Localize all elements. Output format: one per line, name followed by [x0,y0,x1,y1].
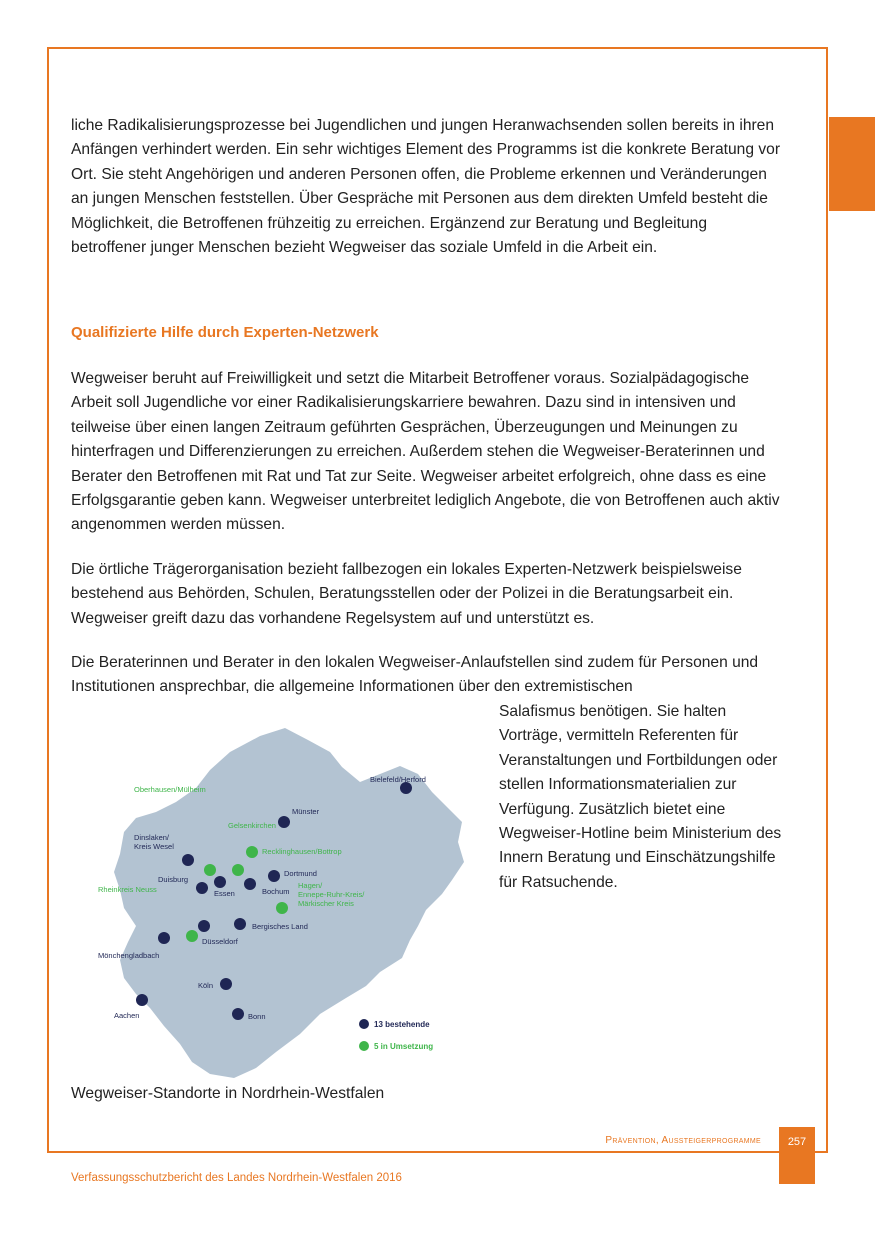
location-planned-oberhausen-mülheim-label: Oberhausen/Mülheim [134,785,206,794]
chapter-tab [829,117,875,211]
location-existing-bergisches-land-label: Bergisches Land [252,922,308,931]
legend-planned-swatch [359,1041,369,1051]
paragraph-4: Die Beraterinnen und Berater in den lokalen Wegweiser-Anlaufstellen sind zudem für Personen und Institutionen ansprechbar, die allgemeine Informationen über den extremistischen [71,654,759,696]
location-planned-oberhausen-mülheim-marker [204,864,216,876]
location-existing-dinslaken-kreis-wesel-marker [182,854,194,866]
location-planned-rheinkreis-neuss-label: Rheinkreis Neuss [98,885,157,894]
paragraph-3: Die örtliche Trägerorganisation bezieht fallbezogen ein lokales Experten-Netzwerk beispielsweise bestehend aus Behörden, Schulen, Beratungsstellen oder der Polizei in die Beratungsarbeit ein. Wegweiser greift dazu das vorhandene Regelsystem auf und unterstützt es. [71,561,742,627]
footer: Verfassungsschutzbericht des Landes Nordrhein-Westfalen 2016 [71,1172,402,1184]
running-head: Prävention, Aussteigerprogramme [605,1135,761,1146]
location-existing-essen-marker [214,876,226,888]
location-planned-recklinghausen-bottrop-label: Recklinghausen/Bottrop [262,847,342,856]
legend-existing-label: 13 bestehende [374,1020,430,1029]
location-existing-köln-label: Köln [198,981,214,990]
location-existing-bonn-label: Bonn [248,1012,266,1021]
location-existing-köln-marker [220,978,232,990]
section-heading: Qualifizierte Hilfe durch Experten-Netzwerk [71,324,379,341]
location-existing-mönchengladbach-label: Mönchengladbach [98,951,160,960]
location-planned-gelsenkirchen-label: Gelsenkirchen [228,821,276,830]
location-existing-duisburg-label: Duisburg [158,875,189,884]
nrw-map [80,722,480,1082]
map-caption: Wegweiser-Standorte in Nordrhein-Westfalen [71,1085,385,1102]
location-existing-bonn-marker [232,1008,244,1020]
location-planned-hagen-ennepe-ruhr-kreis-märkischer-kreis-marker [276,902,288,914]
location-planned-hagen-ennepe-ruhr-kreis-märkischer-kreis-label: Hagen/ Ennepe-Ruhr-Kreis/ Märkischer Kreis [298,881,365,908]
nrw-map-svg [80,722,480,1082]
location-existing-bochum-marker [244,878,256,890]
location-planned-recklinghausen-bottrop-marker [246,846,258,858]
paragraph-5: Salafismus benötigen. Sie halten Vorträge, vermitteln Referenten für Veranstaltungen und Fortbildungen oder stellen Informationsmaterialien zur Verfügung. Zusätzlich bietet eine Wegweiser-Hotline beim Ministerium des Innern Beratung und Einschätzungshilfe für Ratsuchende. [499,703,782,891]
location-existing-bielefeld-herford-label: Bielefeld/Herford [370,775,426,784]
location-existing-dinslaken-kreis-wesel-label: Dinslaken/ Kreis Wesel [134,833,174,851]
location-existing-duisburg-marker [196,882,208,894]
location-existing-düsseldorf-marker [198,920,210,932]
location-planned-rheinkreis-neuss-marker [186,930,198,942]
location-existing-mönchengladbach-marker [158,932,170,944]
location-existing-essen-label: Essen [214,889,235,898]
location-existing-münster-marker [278,816,290,828]
location-existing-münster-label: Münster [292,807,320,816]
page-number: 257 [779,1127,815,1184]
location-existing-dortmund-marker [268,870,280,882]
paragraph-2: Wegweiser beruht auf Freiwilligkeit und setzt die Mitarbeit Betroffener voraus. Sozialpädagogische Arbeit soll Jugendliche vor einer Radikalisierungskarriere bewahren. Dazu sind in intensiven und teilweise über einen langen Zeitraum geführten Gesprächen, Überzeugungen und Meinungen zu hinterfragen und Differenzierungen zu erreichen. Außerdem stehen die Wegweiser-Beraterinnen und Berater den Betroffenen mit Rat und Tat zur Seite. Wegweiser arbeitet erfolgreich, ohne dass es eine Erfolgsgarantie geben kann. Wegweiser unterbreitet lediglich Angebote, die von Betroffenen auch aktiv angenommen werden müssen. [71,370,780,534]
legend-existing-swatch [359,1019,369,1029]
location-existing-aachen-marker [136,994,148,1006]
paragraph-1: liche Radikalisierungsprozesse bei Jugendlichen und jungen Heranwachsenden sollen bereits in ihren Anfängen verhindert werden. Ein sehr wichtiges Element des Programms ist die konkrete Beratung vor Ort. Sie steht Angehörigen und anderen Personen offen, die Probleme erkennen und Veränderungen an jungen Menschen feststellen. Über Gespräche mit Personen aus dem direkten Umfeld besteht die Möglichkeit, die Betroffenen frühzeitig zu erreichen. Ergänzend zur Beratung und Begleitung betroffener junger Menschen bezieht Wegweiser das soziale Umfeld in die Arbeit ein. [71,117,781,257]
location-existing-aachen-label: Aachen [114,1011,140,1020]
location-existing-bergisches-land-marker [234,918,246,930]
location-existing-dortmund-label: Dortmund [284,869,317,878]
location-existing-düsseldorf-label: Düsseldorf [202,937,238,946]
location-planned-gelsenkirchen-marker [232,864,244,876]
legend-planned-label: 5 in Umsetzung [374,1042,434,1051]
location-existing-bochum-label: Bochum [262,887,290,896]
